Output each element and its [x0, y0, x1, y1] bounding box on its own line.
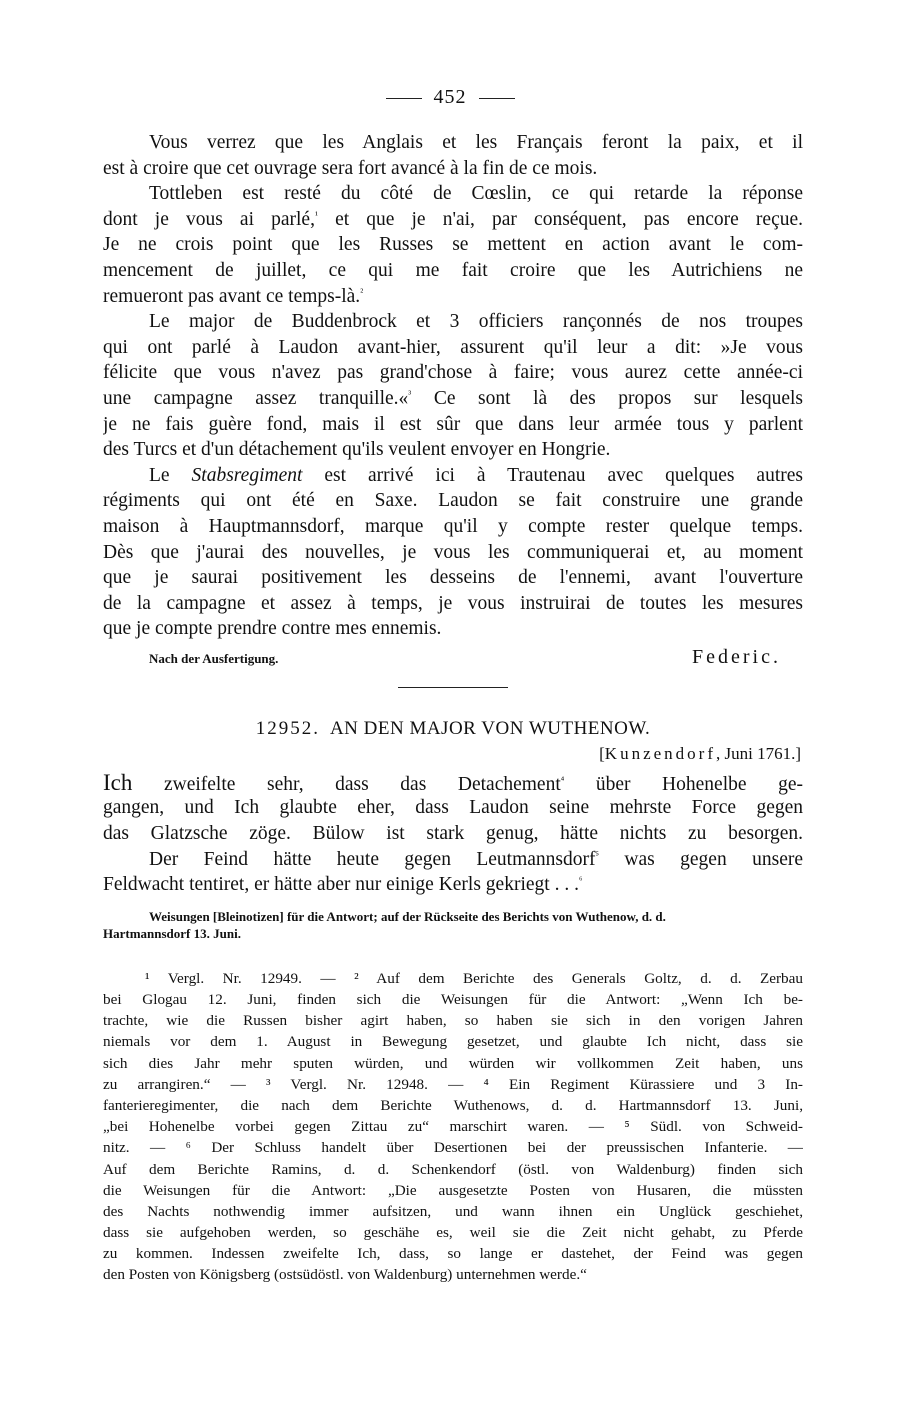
- footnote-line: dass sie aufgehoben werden, so geschähe es, weil sie die Zeit nicht gehabt, zu Pferde: [103, 1224, 803, 1242]
- text-span: Feldwacht tentiret, er hätte aber nur einige Kerls gekriegt . . .: [103, 874, 579, 896]
- footnote-line: trachte, wie die Russen bisher agirt haben, so haben sie sich in den vorigen Jahren: [103, 1012, 803, 1030]
- letter-paragraph: [103, 309, 803, 463]
- text-span: est arrivé ici à Trautenau avec quelques autres: [302, 464, 803, 486]
- text-span: was gegen unsere: [599, 848, 803, 870]
- initial-word: Ich: [103, 769, 133, 795]
- italic-term: Stabsregiment: [191, 464, 303, 486]
- text-span: dont je vous ai parlé,: [103, 208, 315, 230]
- text-line: [103, 207, 803, 233]
- footnote-line: zu arrangiren.“ — ³ Vergl. Nr. 12948. — ⁴ Ein Regiment Kürassiere und 3 In-: [103, 1075, 803, 1093]
- document-number: 12952.: [255, 717, 320, 739]
- text-line: mencement de juillet, ce qui me fait croire que les Autrichiens ne: [103, 259, 803, 281]
- dateline: [103, 744, 803, 764]
- text-line: Vous verrez que les Anglais et les Français feront la paix, et il: [149, 132, 803, 153]
- text-line: Je ne crois point que les Russes se mettent en action avant le com-: [103, 234, 803, 256]
- footnote-line: sich dies Jahr mehr sputen würden, und würden wir vollkommen Zeit haben, uns: [103, 1054, 803, 1072]
- footnote-ref: ⁵: [595, 849, 599, 861]
- text-span: Der Feind hätte heute gegen Leutmannsdorf: [149, 848, 596, 870]
- source-note-line: Weisungen [Bleinotizen] für die Antwort; auf der Rückseite des Berichts von Wuthenow, d. d.: [149, 908, 666, 924]
- dateline-place: Kunzendorf: [604, 743, 716, 763]
- footnote-line: Auf dem Berichte Ramins, d. d. Schenkendorf (östl. von Waldenburg) finden sich: [103, 1160, 803, 1178]
- text-line: [103, 463, 803, 489]
- page-number: 452: [433, 86, 467, 108]
- text-line: [103, 386, 803, 412]
- footnote-line: den Posten von Königsberg (ostsüdöstl. von Waldenburg) unternehmen werde.“: [103, 1266, 587, 1284]
- footnote-ref: ²: [360, 286, 364, 298]
- text-line: je ne fais guère fond, mais il est sûr que dans leur armée tous y parlent: [103, 413, 803, 435]
- signature-row: [103, 646, 803, 669]
- footnote-ref: ⁶: [578, 875, 583, 887]
- header-dash-right: [479, 98, 515, 99]
- text-line: régiments qui ont été en Saxe. Laudon se fait construire une grande: [103, 490, 803, 512]
- dateline-bracket: [: [599, 743, 605, 763]
- footnote-line: ¹ Vergl. Nr. 12949. — ² Auf dem Berichte des Generals Goltz, d. d. Zerbau: [145, 969, 803, 987]
- text-line: des Turcs et d'un détachement qu'ils veulent envoyer en Hongrie.: [103, 439, 611, 461]
- source-note: Nach der Ausfertigung.: [149, 650, 279, 666]
- text-line: Dès que j'aurai des nouvelles, je vous les communiquerai et, au moment: [103, 541, 803, 563]
- page-number-header: [0, 86, 900, 109]
- footnote-ref: ¹: [314, 209, 318, 221]
- text-span: zweifelte sehr, dass das Detachement: [132, 773, 561, 795]
- text-line: de la campagne et assez à temps, je vous instruirai de toutes les mesures: [103, 592, 803, 614]
- footnote-line: zu kommen. Indessen zweifelte Ich, dass, so lange er dastehet, der Feind was gegen: [103, 1245, 803, 1263]
- source-note-block: [103, 908, 803, 942]
- text-span: über Hohenelbe ge-: [564, 773, 803, 795]
- document-title: AN DEN MAJOR VON WUTHENOW.: [329, 717, 651, 739]
- footnote-line: des Nachts nothwendig immer aufsitzen, und wann ihnen ein Unglück geschiehet,: [103, 1202, 803, 1220]
- text-span: une campagne assez tranquille.«: [103, 387, 409, 409]
- text-line: [103, 872, 803, 898]
- document-heading: [103, 718, 803, 740]
- text-line: qui ont parlé à Laudon avant-hier, assurent qu'il leur a dit: »Je vous: [103, 336, 803, 358]
- footnote-ref: ³: [408, 388, 412, 400]
- footnote-line: niemals vor dem 1. August in Bewegung gesetzet, und glaubte Ich nicht, dass sie: [103, 1033, 803, 1051]
- text-line: [103, 847, 803, 873]
- main-text: [103, 130, 803, 1286]
- text-line: que je saurai positivement les desseins de l'ennemi, avant l'ouverture: [103, 567, 803, 589]
- source-note-line: Hartmannsdorf 13. Juni.: [103, 925, 241, 941]
- header-dash-left: [386, 98, 422, 99]
- text-line: [103, 284, 803, 310]
- letter-paragraph: [103, 130, 803, 181]
- text-span: et que je n'ai, par conséquent, pas encore reçue.: [317, 208, 803, 230]
- text-line: félicite que vous n'avez pas grand'chose à faire; vous aurez cette année-ci: [103, 362, 803, 384]
- footnote-line: nitz. — ⁶ Der Schluss handelt über Desertionen bei der preussischen Infanterie. —: [103, 1139, 803, 1157]
- text-line: que je compte prendre contre mes ennemis.: [103, 618, 442, 640]
- text-line: gangen, und Ich glaubte eher, dass Laudon seine mehrste Force gegen: [103, 797, 803, 819]
- dateline-date: , Juni 1761.]: [716, 743, 801, 763]
- text-span: remueront pas avant ce temps-là.: [103, 285, 361, 307]
- signature: Federic.: [692, 645, 781, 668]
- footnotes: [103, 968, 803, 1286]
- footnote-line: bei Glogau 12. Juni, finden sich die Weisungen für die Antwort: „Wenn Ich be-: [103, 991, 803, 1009]
- footnote-ref: ⁴: [560, 774, 565, 786]
- text-line: Le major de Buddenbrock et 3 officiers rançonnés de nos troupes: [149, 311, 803, 333]
- order-text: [103, 770, 803, 898]
- text-line: maison à Hauptmannsdorf, marque qu'il y compte rester quelque temps.: [103, 515, 803, 537]
- text-line: [103, 770, 803, 796]
- text-span: Ce sont là des propos sur lesquels: [411, 387, 803, 409]
- footnote-line: „bei Hohenelbe vorbei gegen Zittau zu“ marschirt waren. — ⁵ Südl. von Schweid-: [103, 1118, 803, 1136]
- text-line: das Glatzsche zöge. Bülow ist stark genug, hätte nichts zu besorgen.: [103, 823, 803, 845]
- text-line: Tottleben est resté du côté de Cœslin, ce qui retarde la réponse: [149, 183, 803, 205]
- letter-paragraph: [103, 463, 803, 642]
- footnote-line: die Weisungen für die Antwort: „Die ausgesetzte Posten von Husaren, die müssten: [103, 1181, 803, 1199]
- text-span: Le: [149, 464, 192, 486]
- footnote-line: fanterieregimenter, die nach dem Berichte Wuthenows, d. d. Hartmannsdorf 13. Juni,: [103, 1096, 803, 1114]
- text-line: est à croire que cet ouvrage sera fort avancé à la fin de ce mois.: [103, 157, 598, 179]
- letter-paragraph: [103, 181, 803, 309]
- section-divider: [398, 687, 508, 688]
